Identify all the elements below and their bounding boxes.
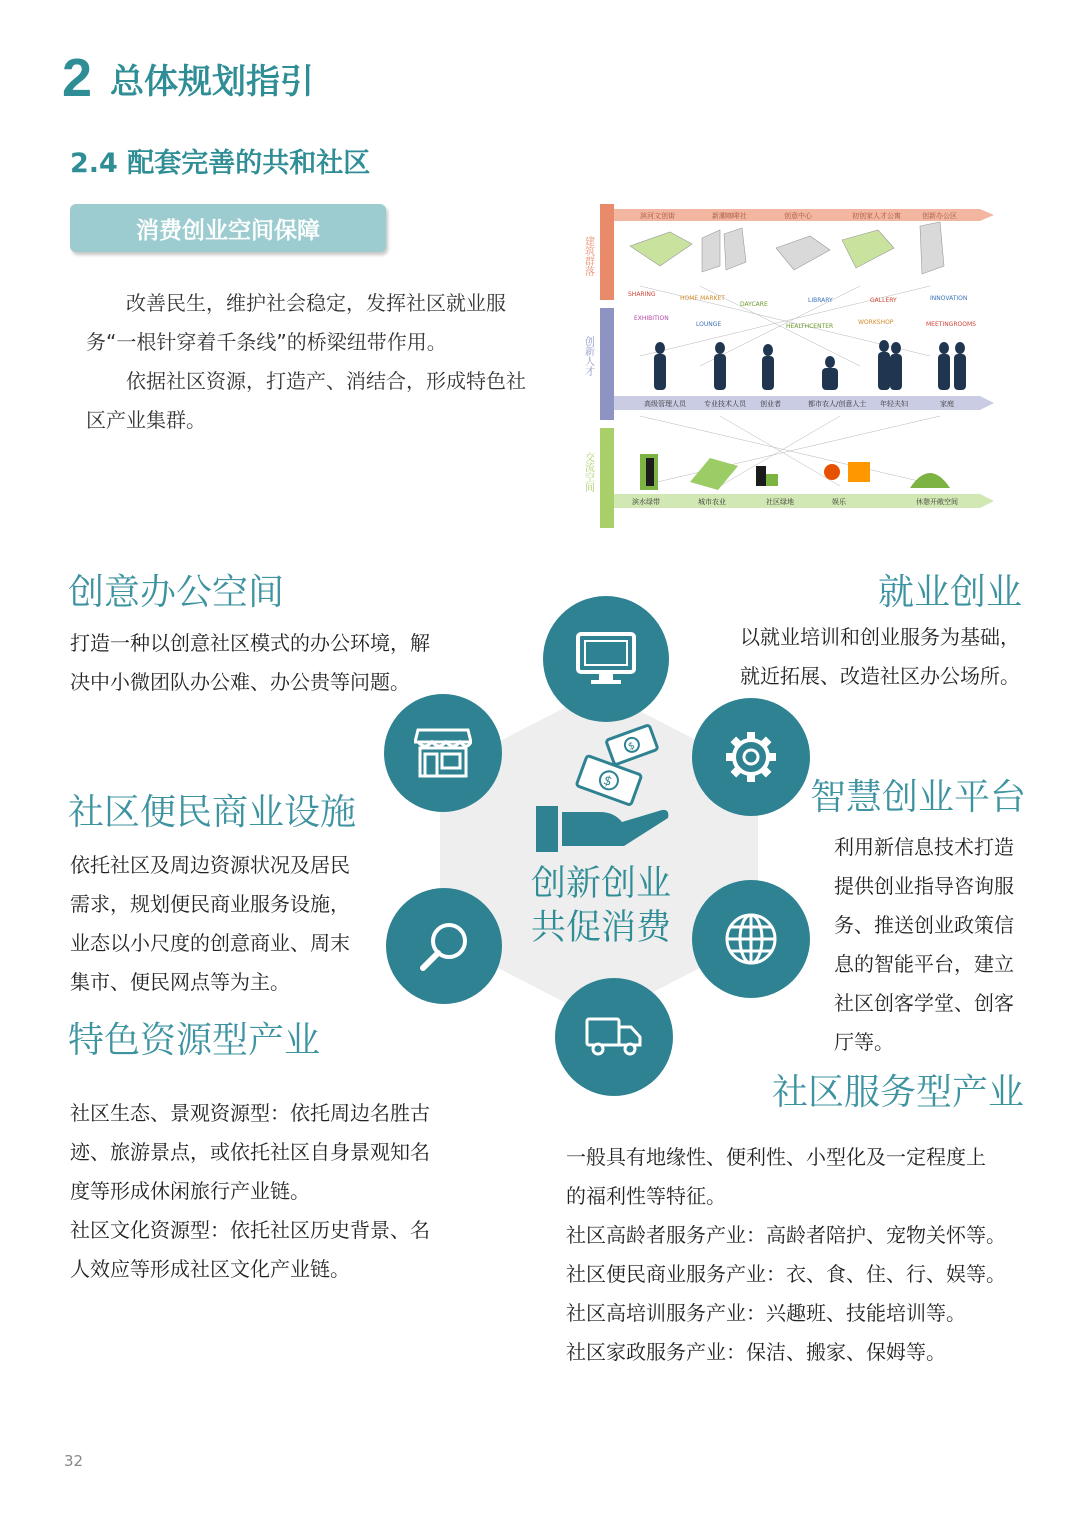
text-line: 决中小微团队办公难、办公贵等问题。 — [70, 670, 410, 694]
text-line: 息的智能平台，建立 — [834, 952, 1014, 976]
intro-paragraph: 改善民生，维护社会稳定，发挥社区就业服务“一根针穿着千条线”的桥梁纽带作用。 — [86, 291, 506, 354]
band-label: 交流空间 — [582, 452, 594, 492]
text-line: 业态以小尺度的创意商业、周末 — [70, 931, 350, 955]
text-line: 务、推送创业政策信 — [834, 913, 1014, 937]
intro-text — [86, 284, 536, 440]
people-label: 专业技术人员 — [704, 400, 746, 408]
text-line: 社区家政服务产业：保洁、搬家、保姆等。 — [566, 1340, 946, 1364]
svg-text:SHARING: SHARING — [628, 291, 656, 298]
planning-diagram — [580, 196, 1000, 536]
text-line: 以就业培训和创业服务为基础， — [740, 625, 1020, 649]
space-label: 滨水绿带 — [632, 498, 660, 506]
chapter-title: 总体规划指引 — [110, 62, 314, 102]
text-line: 提供创业指导咨询服 — [834, 874, 1014, 898]
space-label: 休憩开敞空间 — [916, 498, 958, 506]
text-line: 社区高培训服务产业：兴趣班、技能培训等。 — [566, 1301, 966, 1325]
text-line: 就近拓展、改造社区办公场所。 — [740, 664, 1020, 688]
top-label: 初创家人才公寓 — [852, 212, 901, 220]
building-icon — [776, 236, 830, 270]
svg-text:$: $ — [626, 740, 637, 753]
smart-platform-title: 智慧创业平台 — [810, 777, 1027, 818]
band-buildings — [600, 204, 614, 300]
band-label: 建筑群落 — [582, 236, 594, 276]
money-hand-icon — [532, 724, 672, 854]
section-title: 2.4 配套完善的共和社区 — [70, 148, 371, 179]
text-line: 的福利性等特征。 — [566, 1184, 726, 1208]
people-label: 年轻夫妇 — [880, 400, 908, 408]
svg-text:HOME MARKET: HOME MARKET — [680, 295, 725, 302]
text-line: 迹、旅游景点，或依托社区自身景观知名 — [70, 1140, 430, 1164]
hub-center-line: 共促消费 — [530, 908, 671, 948]
intro-paragraph: 依据社区资源，打造产、消结合，形成特色社区产业集群。 — [86, 369, 526, 432]
service-industry-title: 社区服务型产业 — [772, 1072, 1025, 1113]
creative-office-text — [70, 624, 490, 702]
circle-magnifier — [386, 888, 502, 1004]
circle-monitor — [543, 596, 669, 722]
text-line: 一般具有地缘性、便利性、小型化及一定程度上 — [566, 1145, 986, 1169]
text-line: 利用新信息技术打造 — [834, 835, 1014, 859]
svg-text:$: $ — [601, 772, 615, 790]
band-open-space — [600, 428, 614, 528]
people-label: 创业者 — [760, 400, 781, 408]
text-line: 需求，规划便民商业服务设施， — [70, 892, 350, 916]
space-label: 社区绿地 — [766, 498, 794, 506]
truck-icon — [584, 1015, 644, 1059]
circle-globe — [692, 880, 810, 998]
svg-text:WORKSHOP: WORKSHOP — [858, 319, 894, 326]
circle-truck — [555, 978, 673, 1096]
commerce-text — [70, 846, 390, 1002]
svg-text:MEETINGROOMS: MEETINGROOMS — [926, 321, 976, 328]
building-icon — [630, 232, 692, 266]
svg-text:DAYCARE: DAYCARE — [740, 301, 768, 308]
people-label: 都市农人/创意人士 — [808, 400, 867, 408]
employment-title: 就业创业 — [878, 572, 1023, 613]
text-line: 度等形成休闲旅行产业链。 — [70, 1179, 310, 1203]
text-line: 厅等。 — [834, 1030, 894, 1054]
chapter-number: 2 — [62, 48, 93, 108]
space-label: 娱乐 — [832, 498, 846, 506]
text-line: 社区高龄者服务产业：高龄者陪护、宠物关怀等。 — [566, 1223, 1006, 1247]
people-label: 家庭 — [940, 400, 954, 408]
svg-text:EXHIBITION: EXHIBITION — [634, 315, 669, 322]
globe-icon — [723, 911, 779, 967]
building-icon — [842, 230, 894, 268]
svg-text:LOUNGE: LOUNGE — [696, 321, 722, 328]
storefront-icon — [414, 726, 472, 780]
building-icon — [920, 222, 944, 274]
people-label: 高级管理人员 — [644, 400, 686, 408]
svg-text:INNOVATION: INNOVATION — [930, 295, 968, 302]
magnifier-icon — [417, 919, 471, 973]
circle-storefront — [384, 694, 502, 812]
hub-center-line: 创新创业 — [530, 864, 671, 904]
text-line: 社区便民商业服务产业：衣、食、住、行、娱等。 — [566, 1262, 1006, 1286]
section-label-text: 消费创业空间保障 — [136, 217, 320, 244]
resource-industry-text — [70, 1094, 490, 1289]
circle-gear — [692, 698, 810, 816]
creative-office-title: 创意办公空间 — [68, 572, 285, 613]
monitor-icon — [575, 631, 637, 687]
top-label: 新潮咖啡社 — [712, 212, 747, 220]
section-label-box — [70, 204, 386, 252]
hub-center-text — [510, 862, 692, 950]
text-line: 社区创客学堂、创客 — [834, 991, 1014, 1015]
employment-text — [740, 618, 1050, 696]
space-label: 城市农业 — [698, 498, 726, 506]
text-line: 人效应等形成社区文化产业链。 — [70, 1257, 350, 1281]
band-label: 创新人才 — [582, 336, 594, 376]
top-label: 创意中心 — [784, 212, 812, 220]
open-space-icons — [640, 454, 950, 490]
page-number: 32 — [64, 1452, 84, 1470]
resource-industry-title: 特色资源型产业 — [68, 1020, 321, 1061]
building-icon — [724, 228, 746, 270]
text-line: 依托社区及周边资源状况及居民 — [70, 853, 350, 877]
band-innovator — [600, 308, 614, 420]
commerce-title: 社区便民商业设施 — [68, 792, 357, 833]
gear-icon — [724, 730, 778, 784]
text-line: 社区生态、景观资源型：依托周边名胜古 — [70, 1101, 430, 1125]
svg-text:HEALTHCENTER: HEALTHCENTER — [786, 323, 834, 330]
svg-text:GALLERY: GALLERY — [870, 297, 897, 304]
people-silhouettes — [654, 340, 966, 390]
service-industry-text — [566, 1138, 1056, 1372]
text-line: 社区文化资源型：依托社区历史背景、名 — [70, 1218, 430, 1242]
text-line: 集市、便民网点等为主。 — [70, 970, 290, 994]
svg-text:LIBRARY: LIBRARY — [808, 297, 833, 304]
smart-platform-text — [834, 828, 1044, 1062]
text-line: 打造一种以创意社区模式的办公环境，解 — [70, 631, 430, 655]
top-label: 滨河文创街 — [640, 212, 675, 220]
top-label: 创新办公区 — [922, 212, 957, 220]
building-icon — [702, 230, 720, 272]
